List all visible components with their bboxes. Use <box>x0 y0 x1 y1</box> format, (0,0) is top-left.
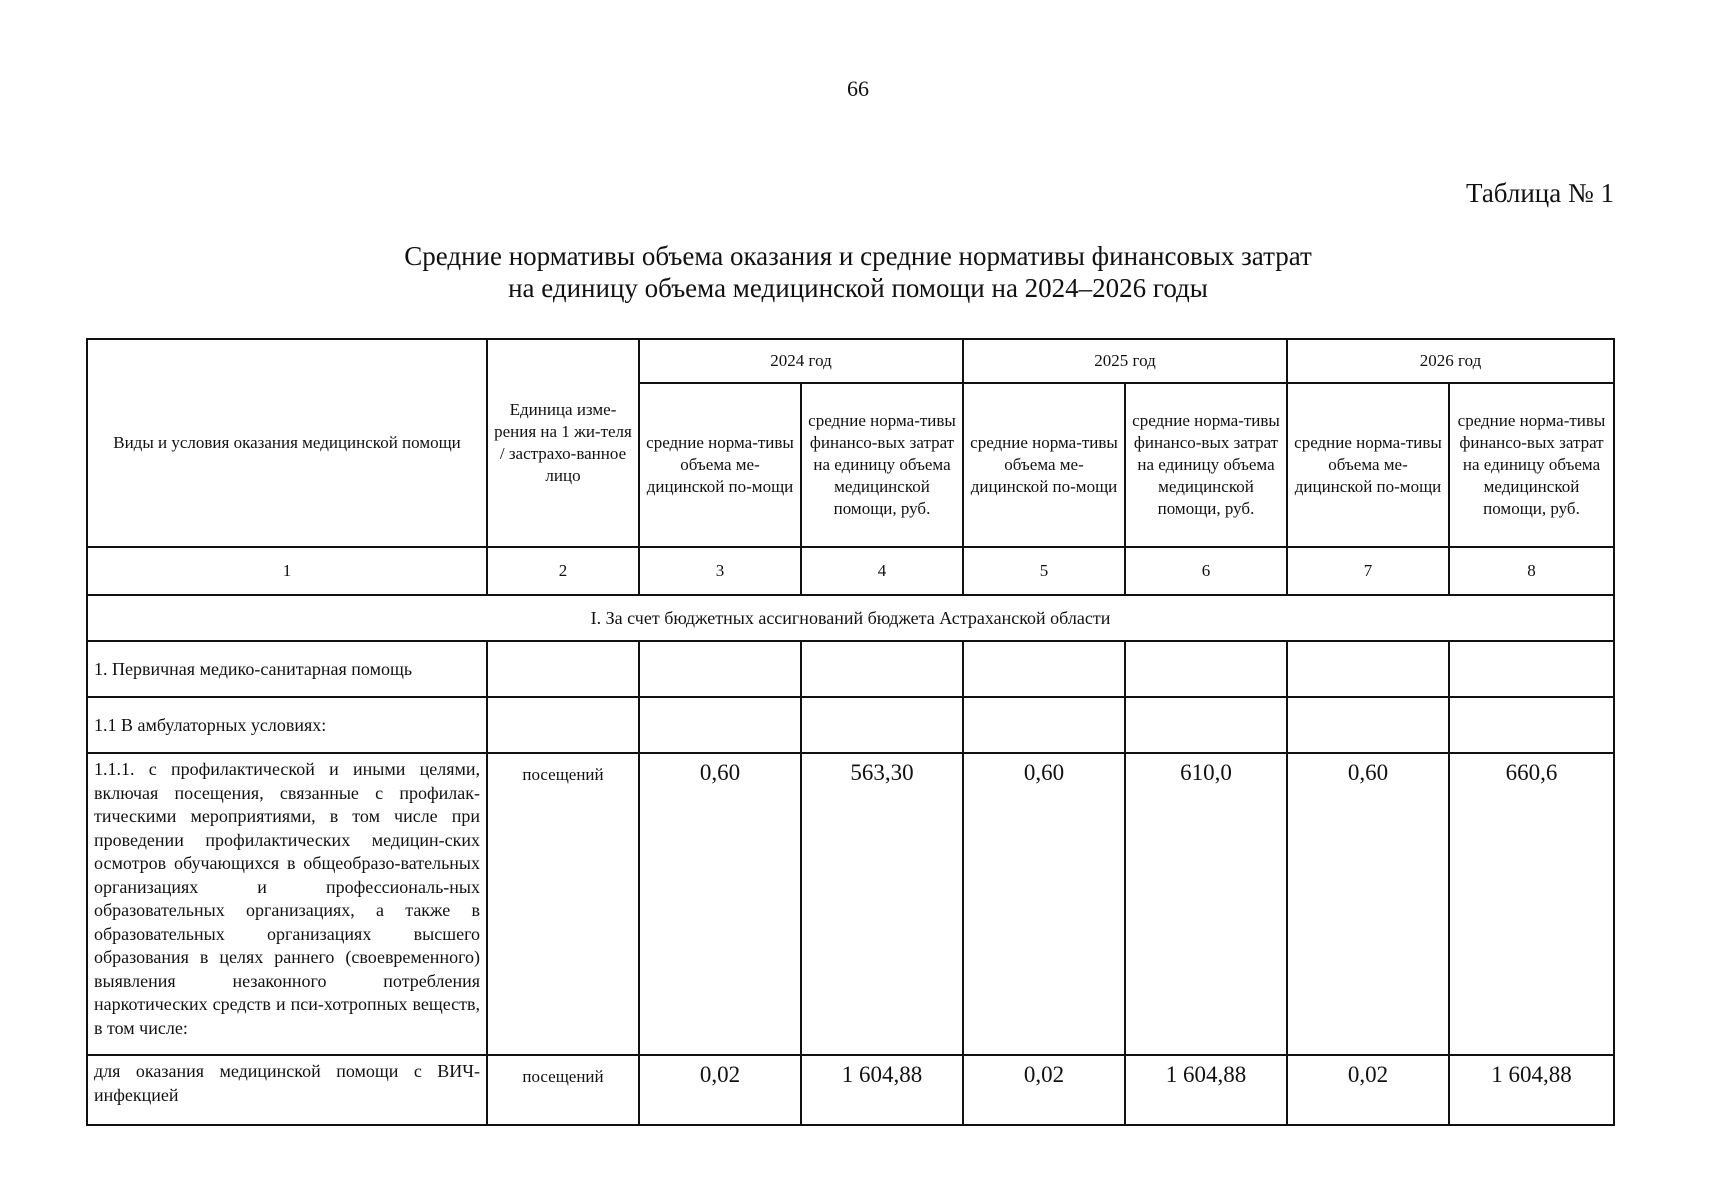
page-number: 66 <box>847 76 869 101</box>
table-row <box>87 641 1614 697</box>
row-unit <box>487 697 639 753</box>
section-row <box>87 595 1614 641</box>
volume-2026 <box>1287 697 1449 753</box>
cost-2024 <box>801 697 963 753</box>
header-volume-2024 <box>639 383 801 547</box>
header-cost-2025 <box>1125 383 1287 547</box>
column-number: 8 <box>1449 547 1614 595</box>
volume-2025 <box>963 641 1125 697</box>
column-number: 6 <box>1125 547 1287 595</box>
cost-2024: 563,30 <box>801 753 963 1055</box>
header-volume-2025 <box>963 383 1125 547</box>
volume-2025: 0,60 <box>963 753 1125 1055</box>
column-number: 3 <box>639 547 801 595</box>
table-row <box>87 697 1614 753</box>
table-row <box>87 1055 1614 1125</box>
volume-2025: 0,02 <box>963 1055 1125 1125</box>
row-label: 1.1.1. с профилактической и иными целями, включая посещения, связанные с профилак-тическими мероприятиями, в том числе при проведении профилактических медицин-ских осмотров обучающихся в общеобразо-вательных организациях и профессиональ-ных образовательных организациях, а также в образовательных организациях высшего образования в целях раннего (своевременного) выявления незаконного потребления наркотических средств и пси-хотропных веществ, в том числе: <box>87 753 487 1055</box>
header-year-2025: 2025 год <box>963 339 1287 383</box>
cost-2024: 1 604,88 <box>801 1055 963 1125</box>
header-cost-2026 <box>1449 383 1614 547</box>
cost-2025: 610,0 <box>1125 753 1287 1055</box>
header-unit-text: Единица изме-рения на 1 жи-теля / застрахо-ванное лицо <box>494 400 632 485</box>
row-unit: посещений <box>487 753 639 1055</box>
header-unit <box>487 339 639 547</box>
volume-2026: 0,60 <box>1287 753 1449 1055</box>
volume-2026 <box>1287 641 1449 697</box>
column-number: 1 <box>87 547 487 595</box>
column-numbers-row <box>87 547 1614 595</box>
volume-2025 <box>963 697 1125 753</box>
header-cost-2025-text: средние норма-тивы финансо-вых затрат на единицу объема медицинской помощи, руб. <box>1132 411 1280 518</box>
table-label: Таблица № 1 <box>1466 178 1614 208</box>
title-line-1: Средние нормативы объема оказания и средние нормативы финансовых затрат <box>404 241 1312 271</box>
section-title: I. За счет бюджетных ассигнований бюджета Астраханской области <box>87 595 1614 641</box>
header-year-2026: 2026 год <box>1287 339 1614 383</box>
row-label: 1.1 В амбулаторных условиях: <box>87 697 487 753</box>
cost-2026: 660,6 <box>1449 753 1614 1055</box>
cost-2025 <box>1125 641 1287 697</box>
row-unit <box>487 641 639 697</box>
header-volume-2026-text: средние норма-тивы объема ме-дицинской по-мощи <box>1294 433 1442 496</box>
cost-2026: 1 604,88 <box>1449 1055 1614 1125</box>
volume-2024: 0,60 <box>639 753 801 1055</box>
header-year-2024: 2024 год <box>639 339 963 383</box>
header-row-years <box>87 339 1614 383</box>
header-cost-2024-text: средние норма-тивы финансо-вых затрат на единицу объема медицинской помощи, руб. <box>808 411 956 518</box>
header-service-type <box>87 339 487 547</box>
header-volume-2024-text: средние норма-тивы объема ме-дицинской по-мощи <box>646 433 794 496</box>
row-label: для оказания медицинской помощи с ВИЧ-инфекцией <box>87 1055 487 1125</box>
row-unit: посещений <box>487 1055 639 1125</box>
cost-2025 <box>1125 697 1287 753</box>
volume-2024 <box>639 697 801 753</box>
cost-2024 <box>801 641 963 697</box>
volume-2026: 0,02 <box>1287 1055 1449 1125</box>
column-number: 7 <box>1287 547 1449 595</box>
column-number: 2 <box>487 547 639 595</box>
volume-2024: 0,02 <box>639 1055 801 1125</box>
column-number: 5 <box>963 547 1125 595</box>
header-cost-2026-text: средние норма-тивы финансо-вых затрат на единицу объема медицинской помощи, руб. <box>1457 411 1606 518</box>
norms-table <box>86 338 1615 1126</box>
header-volume-2025-text: средние норма-тивы объема ме-дицинской по-мощи <box>970 433 1118 496</box>
cost-2026 <box>1449 641 1614 697</box>
header-volume-2026 <box>1287 383 1449 547</box>
row-label: 1. Первичная медико-санитарная помощь <box>87 641 487 697</box>
title-line-2: на единицу объема медицинской помощи на 2024–2026 годы <box>508 273 1208 303</box>
cost-2025: 1 604,88 <box>1125 1055 1287 1125</box>
document-title <box>0 240 1716 304</box>
header-service-type-text: Виды и условия оказания медицинской помощи <box>113 433 461 452</box>
column-number: 4 <box>801 547 963 595</box>
header-cost-2024 <box>801 383 963 547</box>
volume-2024 <box>639 641 801 697</box>
table-row <box>87 753 1614 1055</box>
cost-2026 <box>1449 697 1614 753</box>
